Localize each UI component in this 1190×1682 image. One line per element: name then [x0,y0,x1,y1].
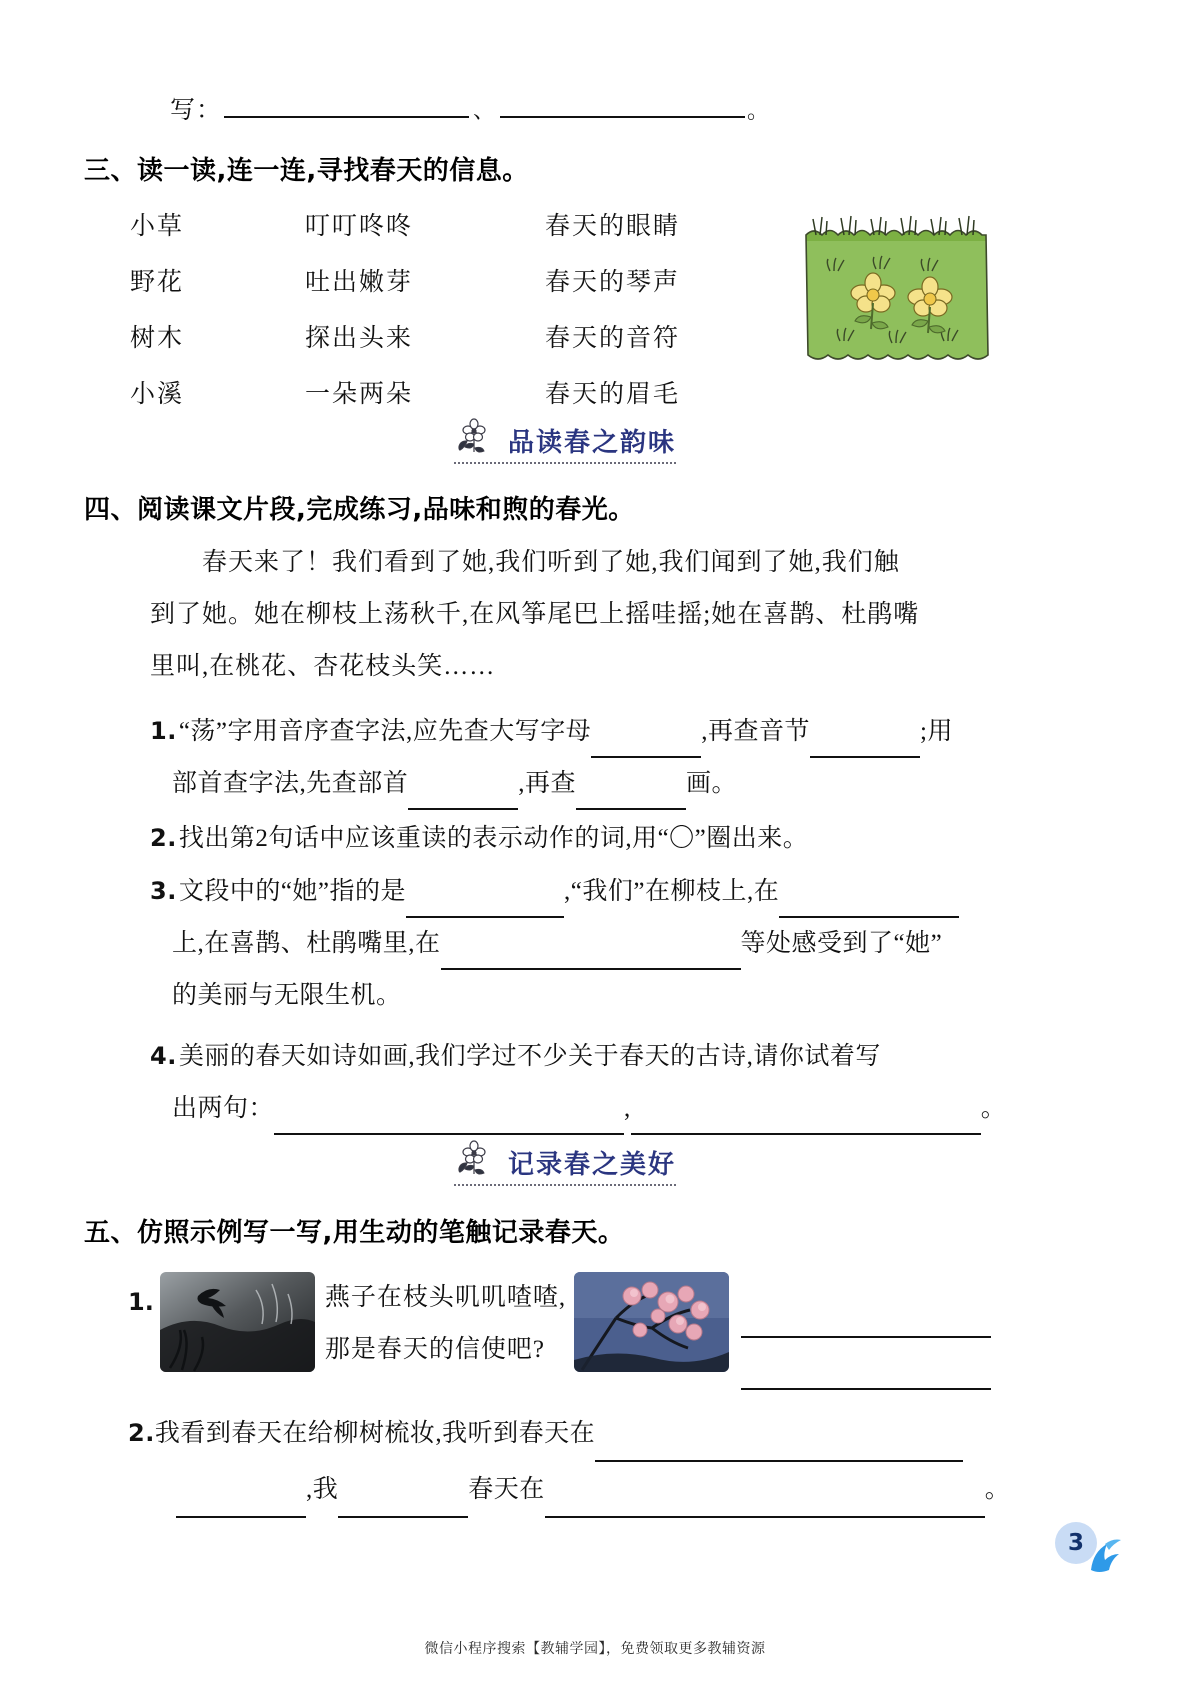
ex2-blank-1[interactable] [595,1434,963,1462]
example-line-1: 燕子在枝头叽叽喳喳, [324,1284,567,1311]
banner-title: 品读春之韵味 [507,428,676,458]
peach-blossom-photo [574,1272,729,1372]
match-left-item[interactable]: 树木 [130,325,185,352]
match-left-item[interactable]: 野花 [130,269,185,296]
answer-line-1[interactable] [741,1286,991,1338]
write-blank-1[interactable] [224,88,469,118]
q3-blank-1[interactable] [406,890,564,918]
flower-sprout-icon [454,1140,498,1178]
example-line-2: 那是春天的信使吧? [324,1336,545,1363]
question-2 [150,812,1130,865]
exercise-1-example [325,1272,566,1376]
match-row [130,196,730,252]
match-row [130,308,730,364]
question-text: 出两句： [172,1095,275,1122]
question-text: 找出第2句话中应该重读的表示动作的词,用“〇”圈出来。 [178,825,809,852]
q3-blank-3[interactable] [441,942,741,970]
match-row [130,252,730,308]
match-left-item[interactable]: 小草 [130,213,185,240]
match-right-item[interactable]: 春天的眉毛 [545,381,681,408]
ex2-blank-4[interactable] [545,1490,985,1518]
match-right-item[interactable]: 春天的琴声 [545,269,681,296]
question-text: ,“我们”在柳枝上,在 [564,878,780,905]
question-number: 4. [150,1042,177,1070]
write-label: 写： [170,96,223,124]
reading-passage [150,537,1120,693]
exercise-text: 。 [984,1476,1011,1503]
exercise-2-line-2 [128,1462,1128,1518]
question-1-line-1 [150,705,1130,758]
question-text: 部首查字法,先查部首 [172,770,409,797]
question-text: ;用 [920,718,953,745]
write-period: 。 [747,97,771,123]
passage-text: 里叫,在桃花、杏花枝头笑…… [150,653,496,680]
match-middle-item[interactable]: 吐出嫩芽 [305,269,414,296]
exercise-1 [128,1272,991,1390]
section-3-heading: 三、读一读,连一连,寻找春天的信息。 [84,156,529,186]
passage-line [150,641,1120,693]
banner-record-spring [410,1140,720,1186]
match-left-item[interactable]: 小溪 [130,381,185,408]
question-3 [150,865,1130,1022]
question-text: 的美丽与无限生机。 [172,982,402,1009]
match-middle-item[interactable]: 一朵两朵 [305,381,414,408]
match-middle-item[interactable]: 探出头来 [305,325,414,352]
banner-appreciate-spring [415,418,715,464]
question-text: 文段中的“她”指的是 [178,878,407,905]
match-row [130,364,730,420]
question-text: ,再查 [518,770,577,797]
question-text: , [624,1095,631,1122]
write-separator: 、 [473,97,497,123]
question-1 [150,705,1130,810]
exercise-text: ,我 [306,1476,339,1503]
question-text: 。 [980,1095,1007,1122]
question-text: 上,在喜鹊、杜鹃嘴里,在 [172,930,441,957]
question-text: 美丽的春天如诗如画,我们学过不少关于春天的古诗,请你试着写 [178,1043,881,1070]
q1-blank-letter[interactable] [591,730,701,758]
question-4-line-1 [150,1030,1130,1083]
question-4-line-2 [150,1083,1130,1135]
dolphin-swoosh-icon [1081,1530,1127,1581]
passage-text: 春天来了！我们看到了她,我们听到了她,我们闻到了她,我们触 [202,549,900,576]
question-3-line-3 [150,970,1130,1022]
q1-blank-strokes[interactable] [576,782,686,810]
exercise-text: 我看到春天在给柳树梳妆,我听到春天在 [154,1420,596,1447]
passage-text: 到了她。她在柳枝上荡秋千,在风筝尾巴上摇哇摇;她在喜鹊、杜鹃嘴 [150,601,920,628]
section-4-heading: 四、阅读课文片段,完成练习,品味和煦的春光。 [84,495,635,525]
matching-exercise [130,196,730,420]
swallow-on-branch-photo [160,1272,315,1372]
banner-title: 记录春之美好 [507,1150,676,1180]
q3-blank-2[interactable] [779,890,959,918]
question-number: 2. [150,824,177,852]
exercise-number: 1. [128,1288,154,1316]
question-text: “荡”字用音序查字法,应先查大写字母 [178,718,592,745]
answer-line-2[interactable] [741,1338,991,1390]
passage-line [150,537,1120,589]
question-3-line-2 [150,918,1130,970]
q1-blank-syllable[interactable] [810,730,920,758]
exercise-text: 春天在 [468,1476,545,1503]
section-5-heading: 五、仿照示例写一写,用生动的笔触记录春天。 [84,1218,625,1248]
match-right-item[interactable]: 春天的音符 [545,325,681,352]
question-text: 画。 [686,770,738,797]
ex2-blank-2[interactable] [176,1490,306,1518]
page-number-badge [1055,1522,1135,1582]
question-3-line-1 [150,865,1130,918]
ex2-blank-3[interactable] [338,1490,468,1518]
exercise-2-line-1 [128,1405,1128,1462]
match-right-item[interactable]: 春天的眼睛 [545,213,681,240]
flower-sprout-icon [454,418,498,456]
match-middle-item[interactable]: 叮叮咚咚 [305,213,414,240]
q1-blank-radical[interactable] [408,782,518,810]
page-number: 3 [1067,1530,1084,1556]
question-1-line-2 [150,758,1130,810]
grass-and-flowers-illustration [800,205,1000,385]
exercise-2 [128,1405,1128,1518]
question-number: 1. [150,717,177,745]
write-answer-line [170,88,770,126]
exercise-number: 2. [128,1419,155,1447]
question-text: 等处感受到了“她” [740,930,943,957]
question-2-line-1 [150,812,1130,865]
question-number: 3. [150,877,177,905]
exercise-1-answer-lines [741,1272,991,1390]
footer-promo-text: 微信小程序搜索【教辅学园】，免费领取更多教辅资源 [424,1641,766,1657]
q4-blank-1[interactable] [274,1107,624,1135]
q4-blank-2[interactable] [631,1107,981,1135]
question-4 [150,1030,1130,1135]
write-blank-2[interactable] [500,88,745,118]
question-text: ,再查音节 [701,718,811,745]
passage-line [150,589,1120,641]
